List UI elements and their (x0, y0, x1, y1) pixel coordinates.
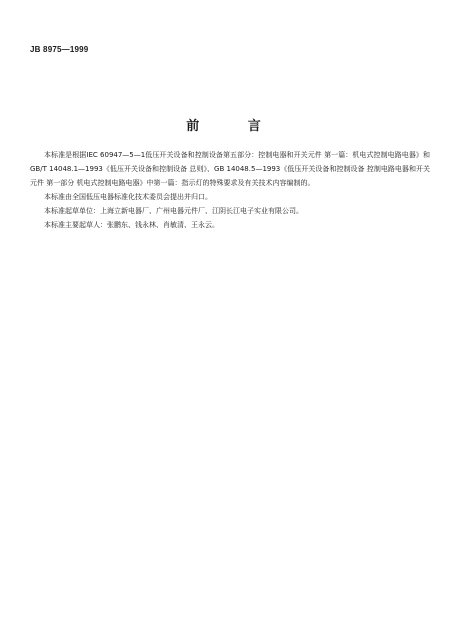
page-title: 前 言 (186, 119, 283, 134)
standard-code: JB 8975—1999 (30, 45, 89, 54)
paragraph-proposer: 本标准由全国低压电器标准化技术委员会提出并归口。 (44, 193, 212, 201)
foreword-body (30, 148, 430, 232)
paragraph-basis: 本标准是根据IEC 60947—5—1低压开关设备和控制设备第五部分：控制电器和开关元件 第一篇：机电式控制电路电器》和GB/T 14048.1—1993《低压开关设备和控制设备 总则》、GB 14048.5—1993《低压开关设备和控制设备 控制电路电器和开关元件 第一部分 机电式控制电路电器》中第一篇：指示灯的特殊要求及有关技术内容编制的。 (30, 151, 430, 187)
paragraph-drafters: 本标准主要起草人：张鹏东、钱永林、肖敏清、王永云。 (44, 221, 219, 229)
paragraph-drafting-units: 本标准起草单位：上海立新电器厂、广州电器元件厂、江阴长江电子实业有限公司。 (44, 207, 303, 215)
